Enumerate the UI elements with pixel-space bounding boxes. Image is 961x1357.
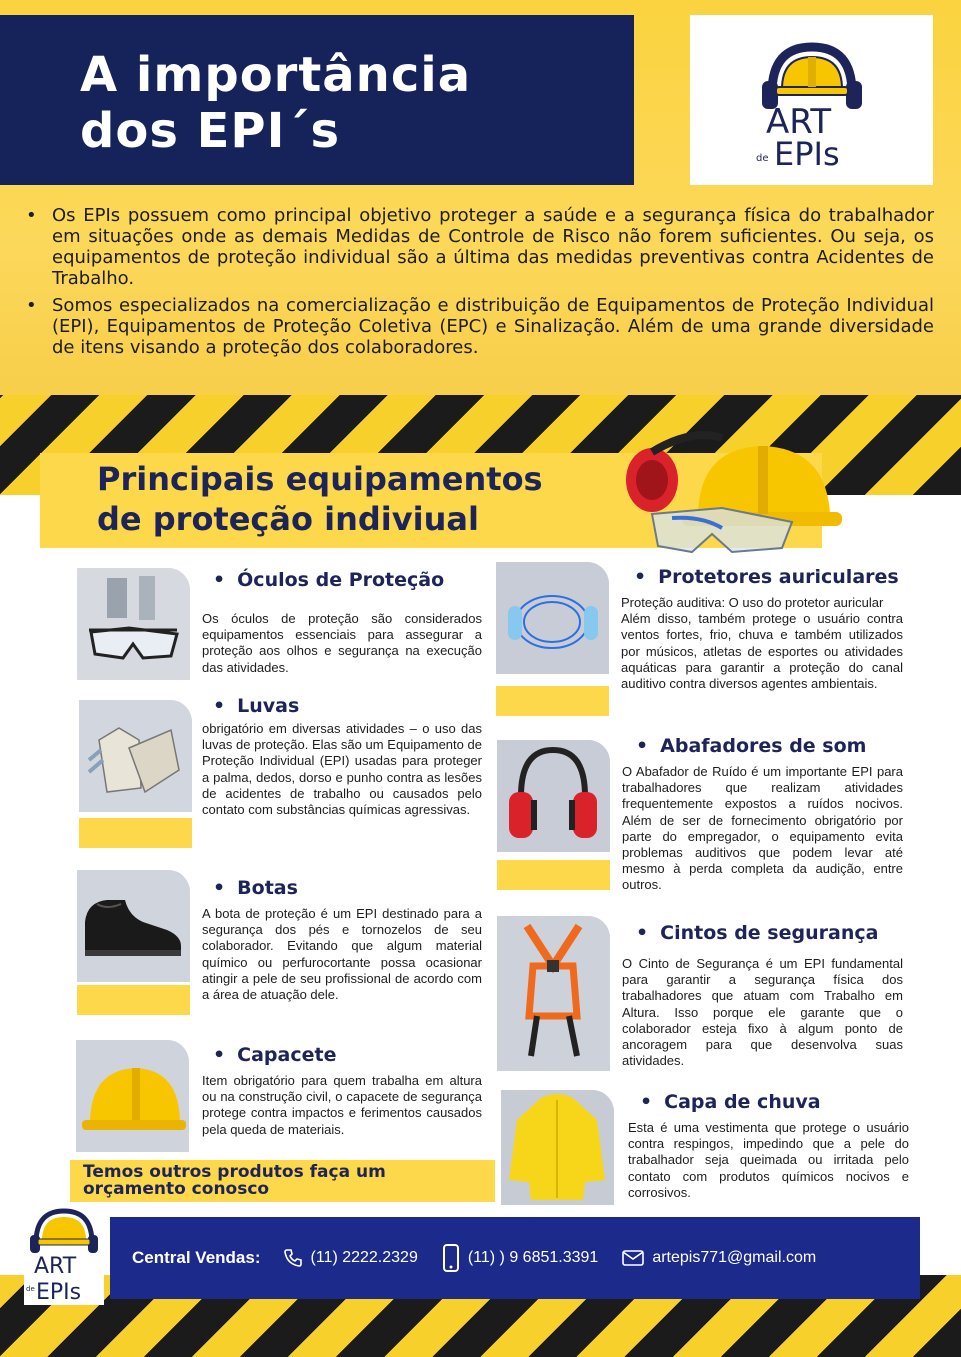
svg-text:EPIs: EPIs xyxy=(36,1280,82,1305)
harness-icon xyxy=(497,916,610,1071)
title-line-1: A importância xyxy=(80,47,472,103)
safety-glasses-icon xyxy=(77,568,190,680)
email-contact[interactable] xyxy=(622,1249,816,1267)
phone-number: (11) 2222.2329 xyxy=(310,1249,418,1266)
abafadores-accent-bar xyxy=(497,860,610,890)
luvas-text: obrigatório em diversas atividades – o uso das luvas de proteção. Elas são um Equipamento de Proteção Individual (EPI) usadas para proteger a palma, dedos, dorso e punho contra as lesões de acidentes de trabalho ou causados pelo contato com substâncias químicas agressivas. xyxy=(202,721,482,818)
art-epis-logo-icon xyxy=(690,15,933,185)
phone-icon xyxy=(283,1248,303,1268)
mobile-number: (11) ) 9 6851.3391 xyxy=(467,1249,599,1266)
luvas-accent-bar xyxy=(79,818,192,848)
capacete-text: Item obrigatório para quem trabalha em altura ou na construção civil, o capacete de segurança protege contra impactos e ferimentos causados pela queda de materiais. xyxy=(202,1073,482,1137)
botas-text: A bota de proteção é um EPI destinado para a segurança dos pés e tornozelos de seu colaborador. Evitando que algum material químico ou perfurocortante possa ocasionar atingir a pele de seu profissional de acordo com a área de atuação dele. xyxy=(202,906,482,1003)
logo-bottom-text: EPIs xyxy=(774,135,840,173)
logo-top-text: ART xyxy=(766,102,832,142)
capacete-title: • Capacete xyxy=(213,1043,336,1067)
abafadores-text: O Abafador de Ruído é um importante EPI para trabalhadores que realizam atividades frequentemente expostos a ruídos nocivos. Além de ser de fornecimento obrigatório por parte do empregador, o equipamento evita problemas auditivos que podem levar até mesmo à perda completa da audição, entre outros. xyxy=(622,764,903,893)
luvas-title: • Luvas xyxy=(213,694,299,718)
footer-logo xyxy=(24,1203,104,1305)
svg-text:ART: ART xyxy=(34,1254,77,1279)
abafadores-image xyxy=(497,740,610,852)
intro-item: • Somos especializados na comercialização e distribuição de Equipamentos de Proteção Individual (EPI), Equipamentos de Proteção Coletiva (EPC) e Sinalização. Além de uma grande diversidade de itens visando a proteção dos colaboradores. xyxy=(22,295,934,358)
cta-box xyxy=(70,1160,495,1202)
section-title: Principais equipamentos de proteção indiviual xyxy=(97,460,543,538)
helmet-icon xyxy=(76,1040,189,1152)
mobile-phone-icon xyxy=(442,1243,460,1273)
envelope-icon xyxy=(622,1250,644,1266)
svg-text:de: de xyxy=(756,153,769,164)
intro-list xyxy=(22,205,934,364)
cta-line-1: Temos outros produtos faça um xyxy=(83,1162,386,1182)
earplugs-icon xyxy=(496,562,609,674)
footer-bar xyxy=(110,1217,920,1299)
cintos-title: • Cintos de segurança xyxy=(636,921,878,945)
email-address: artepis771@gmail.com xyxy=(652,1249,817,1266)
oculos-text: Os óculos de proteção são considerados equipamentos essenciais para assegurar a proteção aos olhos e segurança na execução das atividades. xyxy=(202,611,482,675)
botas-accent-bar xyxy=(77,985,190,1015)
botas-image xyxy=(77,870,190,982)
title-line-2: dos EPI´s xyxy=(80,103,341,159)
boots-icon xyxy=(77,870,190,982)
intro-item: • Os EPIs possuem como principal objetivo proteger a saúde e a segurança física do trabalhador em situações onde as demais Medidas de Controle de Risco não forem suficientes. Ou seja, os equipamentos de proteção individual são a última das medidas preventivas contra Acidentes de Trabalho. xyxy=(22,205,934,289)
title-box xyxy=(0,15,634,185)
page-title xyxy=(80,47,634,159)
luvas-image xyxy=(79,700,192,812)
protetores-title: • Protetores auriculares xyxy=(634,565,899,589)
oculos-image xyxy=(77,568,190,680)
botas-title: • Botas xyxy=(213,876,298,900)
cintos-image xyxy=(497,916,610,1071)
abafadores-title: • Abafadores de som xyxy=(636,734,866,758)
earmuffs-icon xyxy=(497,740,610,852)
raincoat-icon xyxy=(501,1090,614,1205)
ppe-kit-icon xyxy=(612,418,842,568)
protetores-accent-bar xyxy=(496,686,609,716)
protetores-text: Proteção auditiva: O uso do protetor auricular Além disso, também protege o usuário contra ventos fortes, frio, chuva e também utilizados por músicos, atletas de esportes ou atividades aquáticas para garantir a proteção do canal auditivo contra diversos agentes ambientais. xyxy=(621,595,903,692)
art-epis-logo-small-icon xyxy=(24,1203,104,1305)
cta-line-2: orçamento conosco xyxy=(83,1179,270,1199)
capa-title: • Capa de chuva xyxy=(640,1090,821,1114)
capacete-image xyxy=(76,1040,189,1152)
oculos-title: • Óculos de Proteção xyxy=(213,568,444,592)
svg-text:de: de xyxy=(26,1285,35,1293)
footer-label: Central Vendas: xyxy=(132,1248,261,1267)
phone-contact[interactable] xyxy=(283,1248,418,1268)
capa-image xyxy=(501,1090,614,1205)
gloves-icon xyxy=(79,700,192,812)
protetores-image xyxy=(496,562,609,674)
cintos-text: O Cinto de Segurança é um EPI fundamental para garantir a segurança física dos trabalhadores que atuam com Trabalho em Altura. Isso porque ele garante que o colaborador esteja fixo à algum ponto de ancoragem para que desenvolva suas atividades. xyxy=(622,956,903,1069)
mobile-contact[interactable] xyxy=(442,1243,598,1273)
logo xyxy=(690,15,933,185)
capa-text: Esta é uma vestimenta que protege o usuário contra respingos, impedindo que a pele do trabalhador seja queimada ou irritada pelo contato com produtos químicos nocivos e corrosivos. xyxy=(628,1120,909,1200)
